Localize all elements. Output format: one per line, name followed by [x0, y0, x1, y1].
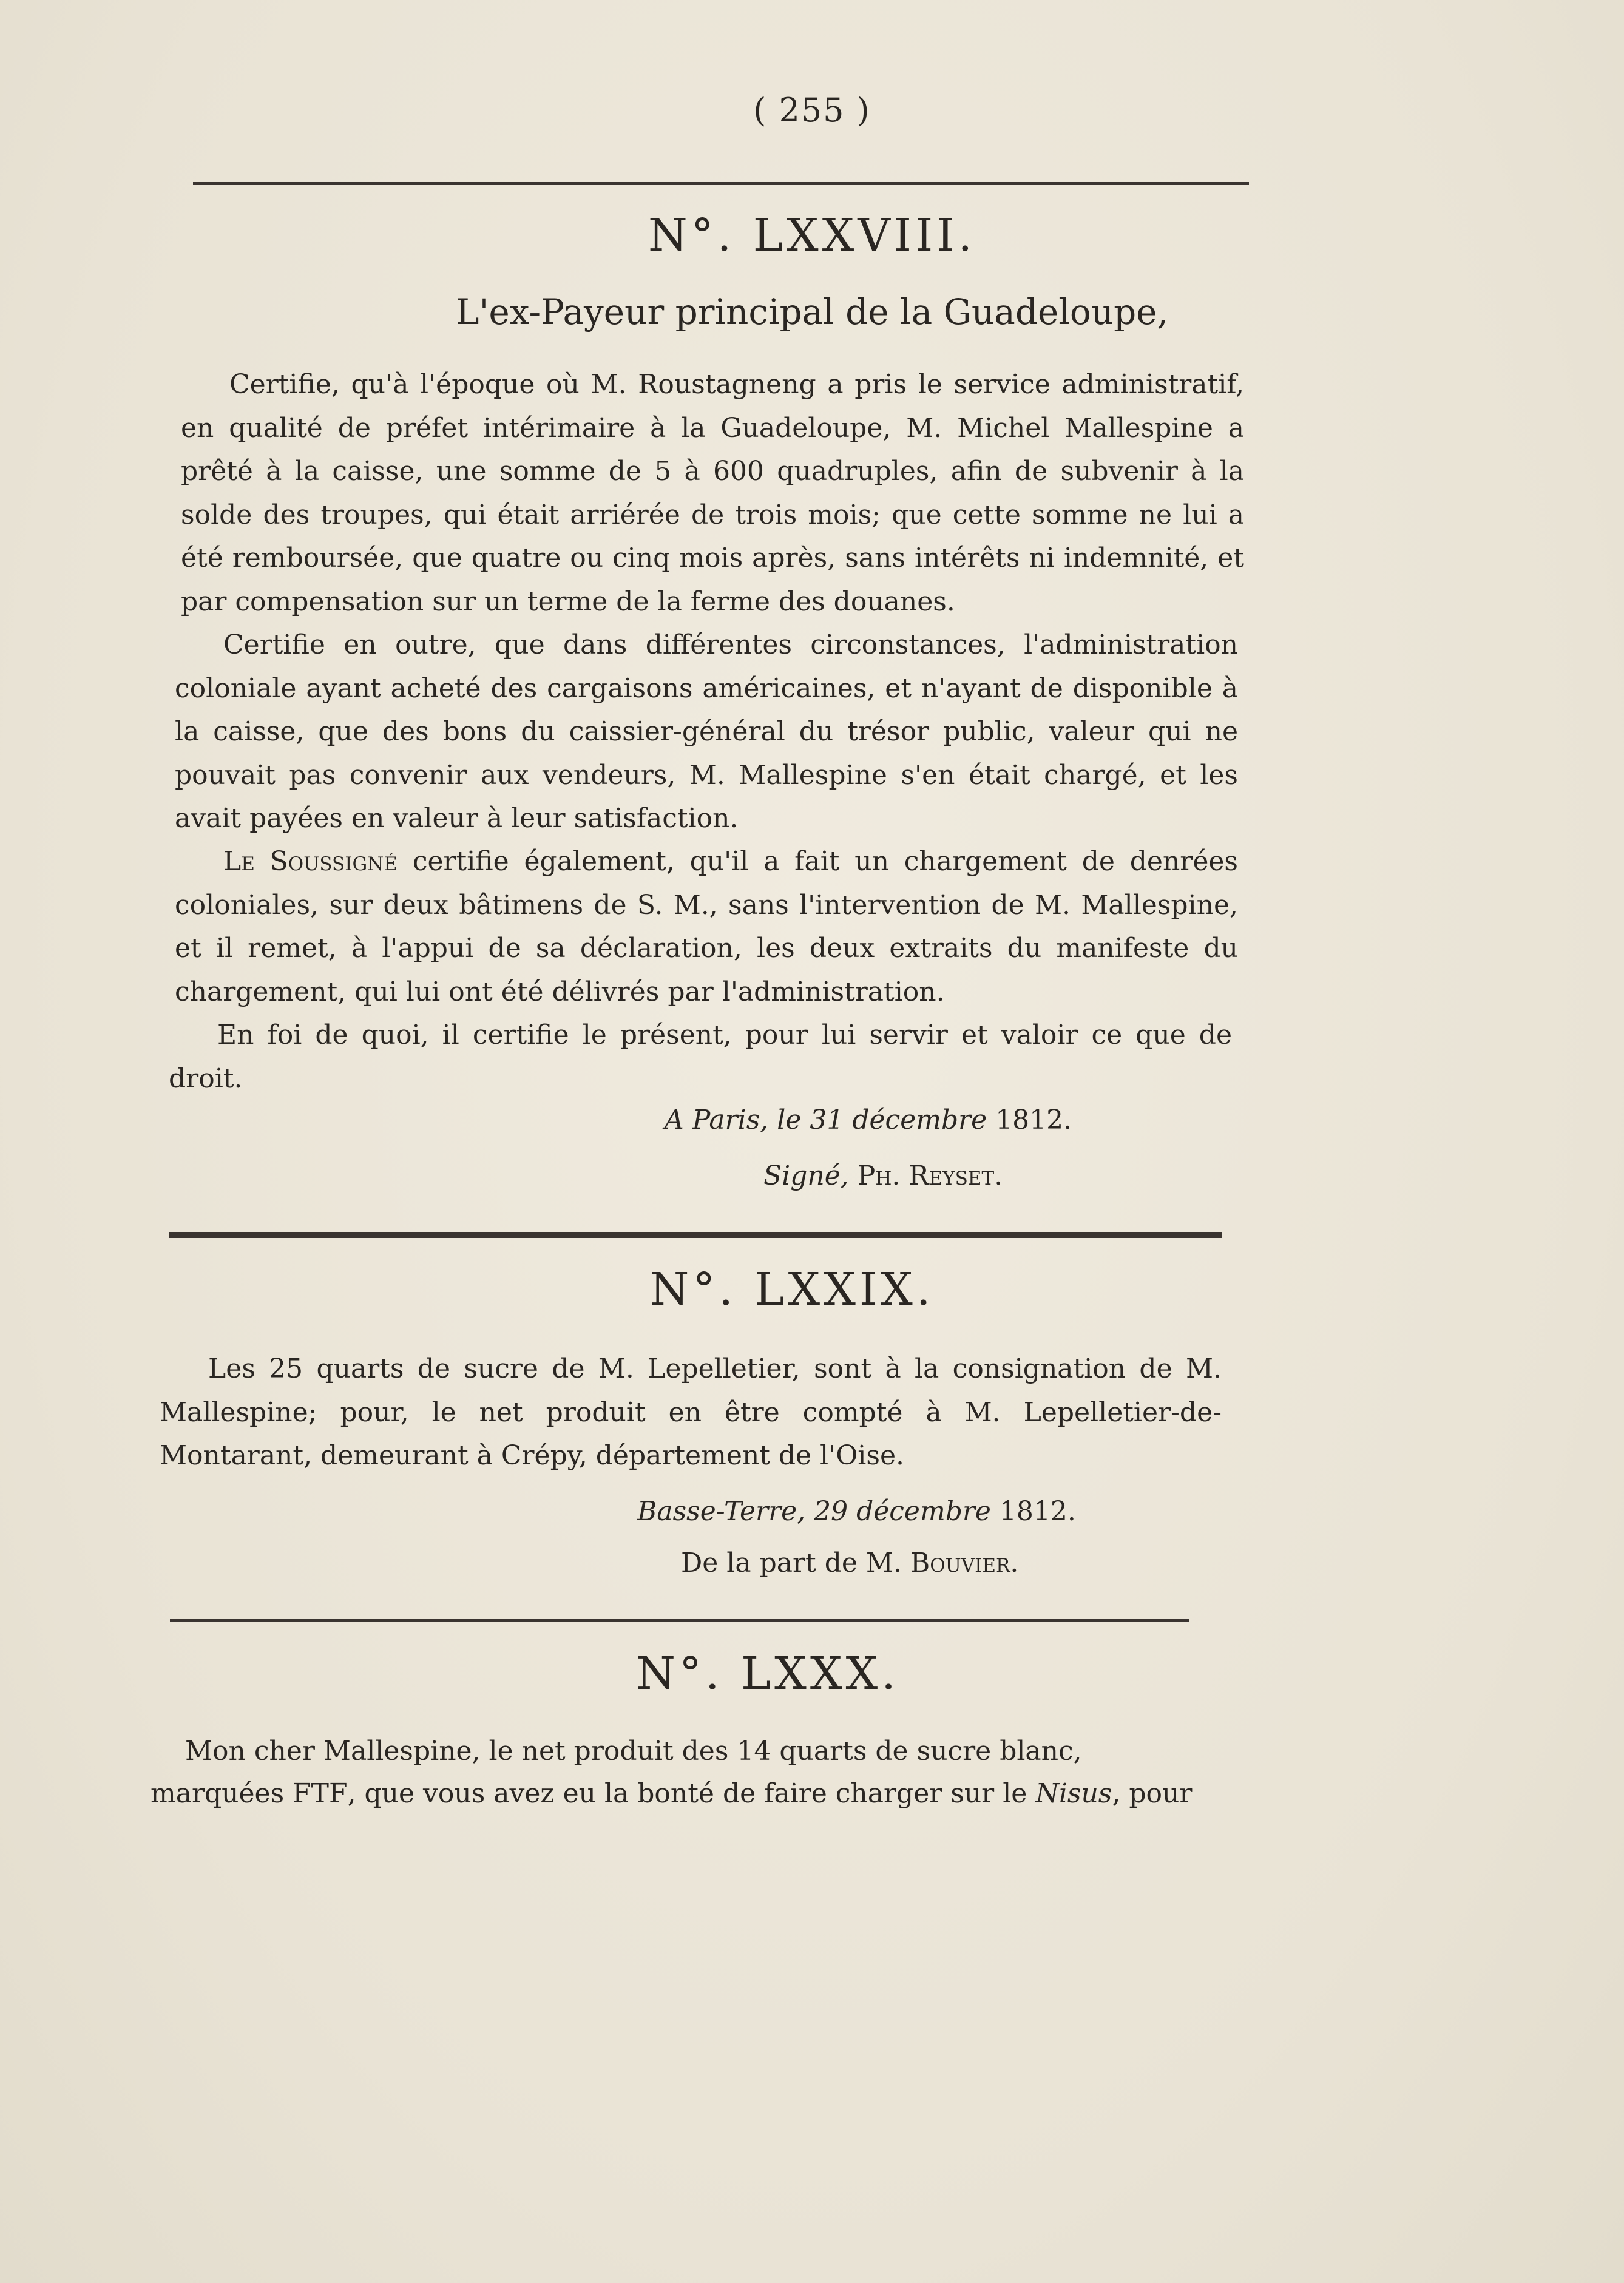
ship-name: Nisus	[1035, 1778, 1112, 1809]
top-rule	[193, 182, 1249, 185]
doc79-year: 1812.	[990, 1496, 1076, 1527]
doc80-line-1: Mon cher Mallespine, le net produit des 14 quarts de sucre blanc,	[185, 1736, 1082, 1767]
doc79-paragraph: Les 25 quarts de sucre de M. Lepelletier, sont à la consignation de M. Mallespine; pour, le net produit en être compté à M. Lepelletier-de-Montarant, demeurant à Crépy, département de l'Oise.	[160, 1353, 1222, 1471]
doc78-year: 1812.	[987, 1104, 1072, 1135]
doc78-paragraph-2: Certifie en outre, que dans différentes circonstances, l'administration coloniale ayant acheté des cargaisons américaines, et n'ayant de disponible à la caisse, que des bons du caissier-général du trésor public, valeur qui ne pouvait pas convenir aux vendeurs, M. Mallespine s'en était chargé, et les avait payées en valeur à leur satisfaction.	[175, 629, 1238, 834]
doc78-paragraph-1: Certifie, qu'à l'époque où M. Roustagneng a pris le service administratif, en qualité de préfet intérimaire à la Guadeloupe, M. Michel Mallespine a prêté à la caisse, une somme de 5 à 600 quadruples, afin de subvenir à la solde des troupes, qui était arriérée de trois mois; que cette somme ne lui a été remboursée, que quatre ou cinq mois après, sans intérêts ni indemnité, et par compensation sur un terme de la ferme des douanes.	[181, 369, 1244, 617]
doc78-paragraph-4: En foi de quoi, il certifie le présent, pour lui servir et valoir ce que de droit.	[169, 1020, 1232, 1094]
doc78-place-date	[665, 1104, 1072, 1135]
doc78-title: L'ex-Payeur principal de la Guadeloupe,	[455, 291, 1169, 333]
doc80-line-2-start: marquées	[151, 1778, 293, 1809]
doc80-line-2-end: , pour	[1112, 1778, 1193, 1809]
signed-label: Signé,	[763, 1160, 849, 1191]
doc79-from	[681, 1547, 1018, 1578]
doc80-line-2-middle: , que vous avez eu la bonté de faire charger sur le	[347, 1778, 1036, 1809]
doc78-place-date-text: A Paris, le 31 décembre	[665, 1104, 987, 1135]
from-label: De la part de M.	[681, 1547, 902, 1578]
signatory-name: Ph. Reyset.	[848, 1160, 1003, 1191]
doc79-place-date-text: Basse-Terre, 29 décembre	[637, 1496, 991, 1527]
doc80-line-2	[151, 1778, 1192, 1809]
doc80-number: N°. LXXX.	[636, 1648, 899, 1700]
section-rule-2	[170, 1619, 1189, 1622]
doc79-number: N°. LXXIX.	[649, 1263, 935, 1316]
soussigne-label: Le Soussigné	[223, 846, 398, 877]
doc78-signature	[763, 1160, 1003, 1191]
section-rule-1	[169, 1232, 1222, 1238]
page-number: ( 255 )	[753, 91, 871, 129]
from-name: Bouvier.	[901, 1547, 1019, 1578]
merchant-mark: FTF	[293, 1778, 348, 1809]
doc78-number: N°. LXXVIII.	[648, 209, 976, 262]
doc79-place-date	[637, 1496, 1076, 1527]
doc78-paragraph-3	[175, 840, 1238, 1013]
doc78-paragraph-3-text: certifie également, qu'il a fait un chargement de denrées coloniales, sur deux bâtimens de S. M., sans l'intervention de M. Mallespine, et il remet, à l'appui de sa déclaration, les deux extraits du manifeste du chargement, qui lui ont été délivrés par l'administration.	[175, 846, 1238, 1007]
